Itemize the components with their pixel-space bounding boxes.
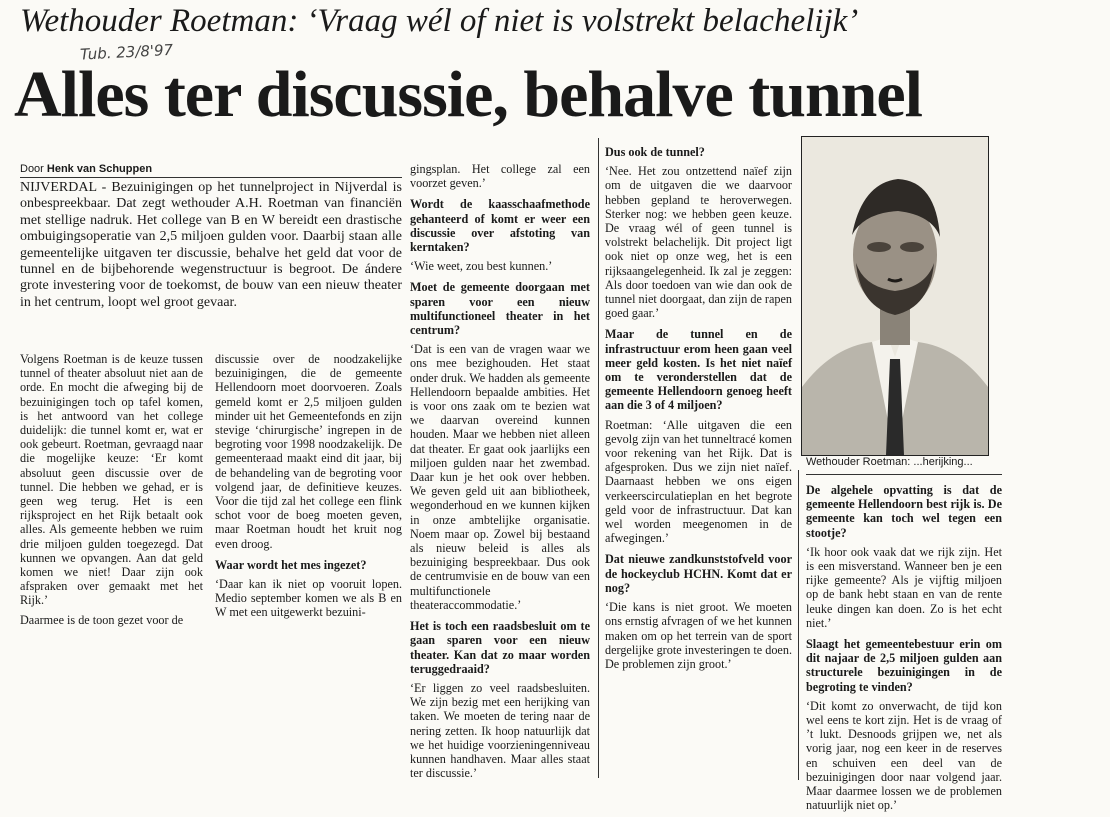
col5-answer: ‘Ik hoor ook vaak dat we rijk zijn. Het is een misverstand. Wanneer ben je een rijke gemeente? Als je vijftig miljoen op de bank hebt staan en van de rente leuke dingen kan doen. Zo is het echt niet.’ xyxy=(806,544,1002,630)
col2-question: Waar wordt het mes ingezet? xyxy=(215,557,367,572)
col3-question: Het is toch een raadsbesluit om te gaan sparen voor een nieuw theater. Kan dat zo maar worden teruggedraaid? xyxy=(410,619,590,676)
col4-question: Dat nieuwe zandkunststofveld voor de hockeyclub HCHN. Komt dat er nog? xyxy=(605,552,792,595)
kicker-headline: Wethouder Roetman: ‘Vraag wél of niet is volstrekt belachelijk’ xyxy=(20,3,859,39)
column-3 xyxy=(410,162,590,785)
column-4 xyxy=(605,138,792,676)
col4-question: Maar de tunnel en de infrastructuur erom heen gaan veel meer geld kosten. Is het niet naïef om te veronderstellen dat de gemeente Hellendoorn genoeg heeft aan die 3 of 4 miljoen? xyxy=(605,327,792,413)
col4-answer: Roetman: ‘Alle uitgaven die een gevolg zijn van het tunneltracé komen voor rekening van het Rijk. Dat is afgesproken. Dus we zijn niet naïef. Daarnaast hebben we ons eigen verkeerscirculatieplan en het begrote geld voor de infrastructuur. Dat kan wel worden meegenomen in de afwegingen.’ xyxy=(605,417,792,546)
col2-answer: ‘Daar kan ik niet op vooruit lopen. Medio september komen we als B en W met een uitgewerkt bezuini- xyxy=(215,577,402,620)
main-headline: Alles ter discussie, behalve tunnel xyxy=(14,58,922,131)
column-1 xyxy=(20,352,203,632)
col4-question: Dus ook de tunnel? xyxy=(605,145,705,159)
caption-rule xyxy=(806,474,1002,475)
col5-question: Slaagt het gemeentebestuur erin om dit najaar de 2,5 miljoen gulden aan structurele bezuinigingen in de begroting te vinden? xyxy=(806,637,1002,694)
portrait-photo-graphic xyxy=(802,137,988,455)
intro-text: NIJVERDAL - Bezuinigingen op het tunnelproject in Nijverdal is onbespreekbaar. Dat zegt wethouder A.H. Roetman van financiën met stellige nadruk. Het college van B en W bereidt een drastische ombuigingsoperatie van 2,5 miljoen gulden voor. Daarbij staan alle gemeentelijke uitgaven ter discussie, behalve het geld dat voor de tunnel en de bijbehorende wegenstructuur is begroot. De ándere grote investering voor de toekomst, de bouw van een nieuw theater in het centrum, loopt wel groot gevaar. xyxy=(20,180,402,310)
col3-answer: ‘Er liggen zo veel raadsbesluiten. We zijn bezig met een herijking van taken. We moeten de tering naar de nering zetten. Ik hoop natuurlijk dat we het huidige voorzieningenniveau kunnen handhaven. Maar alles staat ter discussie.’ xyxy=(410,680,590,781)
col5-answer: ‘Dit komt zo onverwacht, de tijd kon wel eens te kort zijn. Het is de vraag of ’t lukt. Desnoods grijpen we, net als vorig jaar, nog een keer in de reserves en schuiven een deel van de bezuinigingen door naar volgend jaar. Maar daarmee lossen we de problemen natuurlijk niet op.’ xyxy=(806,698,1002,813)
byline-rule xyxy=(20,177,402,178)
column-5 xyxy=(806,476,1002,817)
byline-author: Henk van Schuppen xyxy=(46,163,153,175)
col2-paragraph: discussie over de noodzakelijke bezuinigingen, die de gemeente Hellendoorn moet doorvoeren. Zoals gemeld komt er 2,5 miljoen gulden minder uit het Gemeentefonds en zijn stevige ‘chirurgische’ ingrepen in de begroting voor 1998 noodzakelijk. De gemeenteraad maakt eind dit jaar, bij de behandeling van de begroting voor volgend jaar, de definitieve keuzes. Voor die tijd zal het college een flink schot voor de boeg moeten geven, maar Roetman houdt het kruit nog even droog. xyxy=(215,352,402,551)
column-rule xyxy=(598,138,599,778)
col1-paragraph: Volgens Roetman is de keuze tussen tunnel of theater absoluut niet aan de orde. En mocht die afweging bij de bezuinigingen toch op tafel komen, is het antwoord van het college duidelijk: die tunnel komt er, wat er ook gebeurt. Roetman, gevraagd naar die mogelijke keuze: ‘Er komt absoluut geen discussie over de tunnel. Die hebben we gehad, er is geen weg terug. Het is een rijksproject en het Rijk betaalt ook alles. Als gemeente hebben we ruim drie miljoen gulden toegezegd. Dat kunnen we opvangen. Aan dat geld komen we niet! Daar zijn ook afspraken over gemaakt met het Rijk.’ xyxy=(20,352,203,608)
col4-answer: ‘Nee. Het zou ontzettend naïef zijn om de uitgaven die we daarvoor hebben gepland te heroverwegen. Sterker nog: we hebben geen keuze. De vraag wél of geen tunnel is volstrekt belachelijk. Dit project ligt ook niet op onze weg, het is een rijksaangelegenheid. Ik zal je zeggen: Als door toedoen van wie dan ook de tunnel niet doorgaat, dan zijn de rapen goed gaar.’ xyxy=(605,164,792,321)
col1-paragraph: Daarmee is de toon gezet voor de xyxy=(20,612,184,627)
col5-question: De algehele opvatting is dat de gemeente Hellendoorn best rijk is. De gemeente kan toch wel tegen een stootje? xyxy=(806,483,1002,540)
photo-caption: Wethouder Roetman: ...herijking... xyxy=(806,456,973,468)
byline-prefix: Door xyxy=(20,163,44,175)
col3-question: Wordt de kaasschaafmethode gehanteerd of komt er weer een discussie over afstoting van kerntaken? xyxy=(410,197,590,255)
col3-question: Moet de gemeente doorgaan met sparen voor een nieuw multifunctioneel theater in het centrum? xyxy=(410,280,590,338)
handwritten-date-note: Tub. 23/8'97 xyxy=(79,40,174,64)
portrait-photo xyxy=(801,136,989,456)
column-rule xyxy=(798,470,799,780)
col3-answer: ‘Dat is een van de vragen waar we ons mee bezighouden. Het staat onder druk. We hadden als gemeente Hellendoorn bepaalde ambities. Het is voor ons zaak om te bezien wat we daarvan overeind kunnen houden. Maar we hebben niet alleen dat theater. Er gaat ook jaarlijks een miljoen gulden naar het zwembad. Daar kun je het ook over hebben. We geven geld uit aan bibliotheek, wegonderhoud en we kunnen kijken in onze ambtelijke organisatie. Noem maar op. Zowel bij bestaand als nieuw beleid is alles als bezuiniging bespreekbaar. Dus ook de centrumvisie en de bouw van een multifunctionele theateraccommodatie.’ xyxy=(410,342,590,612)
col3-answer: ‘Wie weet, zou best kunnen.’ xyxy=(410,259,553,274)
byline xyxy=(20,163,240,175)
col4-answer: ‘Die kans is niet groot. We moeten ons ernstig afvragen of we het kunnen maken om op het terrein van de sport dergelijke grote investeringen te doen. De problemen zijn groot.’ xyxy=(605,600,792,671)
intro-paragraph xyxy=(20,180,402,311)
col3-paragraph: gingsplan. Het college zal een voorzet geven.’ xyxy=(410,162,590,191)
column-2 xyxy=(215,352,402,625)
